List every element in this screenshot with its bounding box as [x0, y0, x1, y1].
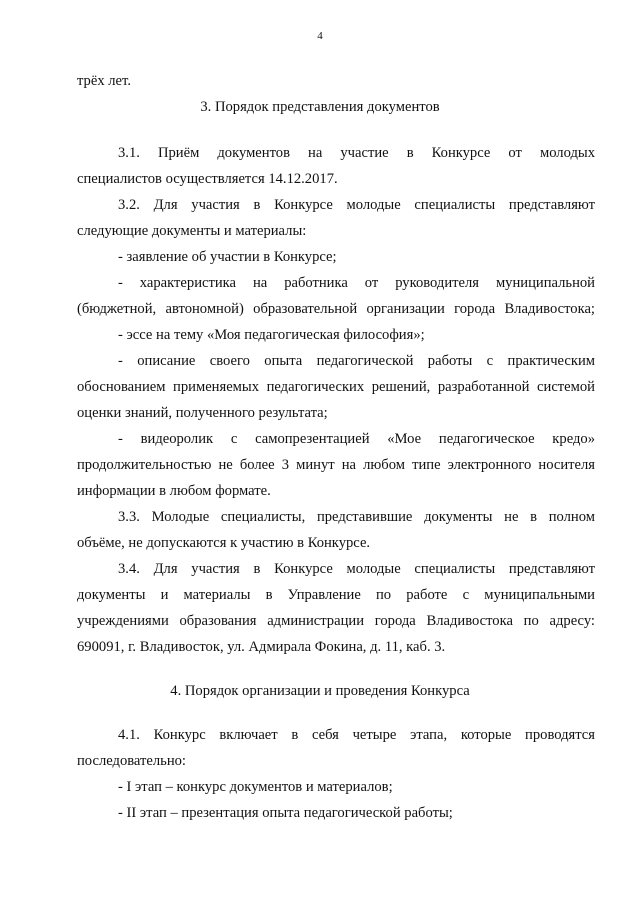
list-item-continuation: обоснованием применяемых педагогических решений, разработанной системой [77, 379, 595, 395]
paragraph-3-1-line: специалистов осуществляется 14.12.2017. [77, 171, 338, 187]
list-item-continuation: оценки знаний, полученного результата; [77, 405, 328, 421]
section-3-heading: 3. Порядок представления документов [200, 99, 440, 115]
paragraph-3-3-line: 3.3. Молодые специалисты, представившие документы не в полном [118, 509, 595, 525]
list-item: - видеоролик с самопрезентацией «Мое педагогическое кредо» [118, 431, 595, 447]
list-item: - I этап – конкурс документов и материалов; [118, 779, 393, 795]
list-item: - характеристика на работника от руководителя муниципальной [118, 275, 595, 291]
list-item: - заявление об участии в Конкурсе; [118, 249, 337, 265]
paragraph-3-2-line: следующие документы и материалы: [77, 223, 307, 239]
paragraph-3-3-line: объёме, не допускаются к участию в Конкурсе. [77, 535, 371, 551]
list-item: - описание своего опыта педагогической работы с практическим [118, 353, 595, 369]
continuation-text: трёх лет. [77, 73, 131, 89]
paragraph-3-4-line: учреждениями образования администрации города Владивостока по адресу: [77, 613, 595, 629]
section-4-heading: 4. Порядок организации и проведения Конкурса [170, 683, 470, 699]
list-item-continuation: (бюджетной, автономной) образовательной организации города Владивостока; [77, 301, 595, 317]
list-item: - II этап – презентация опыта педагогической работы; [118, 805, 453, 821]
paragraph-3-4-line: документы и материалы в Управление по работе с муниципальными [77, 587, 595, 603]
paragraph-3-4-line: 690091, г. Владивосток, ул. Адмирала Фокина, д. 11, каб. 3. [77, 639, 446, 655]
paragraph-3-1-line: 3.1. Приём документов на участие в Конкурсе от молодых [118, 145, 595, 161]
list-item-continuation: информации в любом формате. [77, 483, 271, 499]
list-item: - эссе на тему «Моя педагогическая философия»; [118, 327, 425, 343]
paragraph-4-1-line: последовательно: [77, 753, 186, 769]
paragraph-3-2-line: 3.2. Для участия в Конкурсе молодые специалисты представляют [118, 197, 595, 213]
page-number: 4 [317, 30, 323, 42]
list-item-continuation: продолжительностью не более 3 минут на любом типе электронного носителя [77, 457, 595, 473]
paragraph-3-4-line: 3.4. Для участия в Конкурсе молодые специалисты представляют [118, 561, 595, 577]
paragraph-4-1-line: 4.1. Конкурс включает в себя четыре этапа, которые проводятся [118, 727, 595, 743]
